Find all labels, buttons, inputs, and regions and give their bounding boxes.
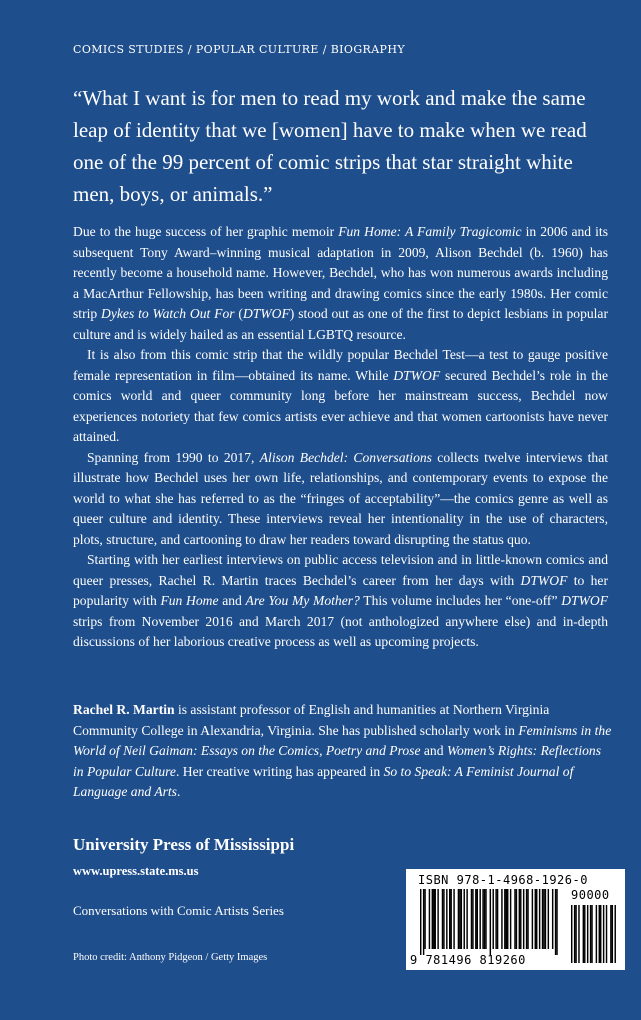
addon-bars-group — [571, 905, 616, 963]
paragraph-3 — [73, 448, 608, 551]
barcode-bar — [420, 889, 421, 955]
photo-credit: Photo credit: Anthony Pidgeon / Getty Images — [73, 952, 268, 963]
barcode-bar — [495, 889, 496, 949]
barcode-bar — [545, 889, 546, 949]
text-run: It is also from this comic strip that the wildly popular Bechdel Test—a test to gauge positive female representation in film—obtained its name. While — [73, 347, 608, 383]
text-run: in 2006 and its subsequent Tony Award–winning musical adaptation in 2009, Alison Bechdel (b. 1960) has recently become a household name. However, Bechdel, who has won numerous awards including a MacArthur Fellowship, has been writing and drawing comics since the early 1980s. Her comic strip — [73, 224, 608, 321]
addon-bar — [610, 905, 611, 963]
barcode-bar — [459, 889, 460, 949]
addon-bar — [603, 905, 604, 963]
barcode-bar — [552, 889, 553, 949]
book-title: Alison Bechdel: Conversations — [259, 449, 432, 465]
addon-bar — [591, 905, 592, 963]
barcode-bar — [458, 889, 459, 949]
barcode-bar — [429, 889, 430, 949]
barcode-bar — [519, 889, 520, 949]
text-run: strips from November 2016 and March 2017 (not anthologized anywhere else) and in-depth discussions of her laborious creative process as well as upcoming projects. — [73, 613, 608, 649]
barcode-bar — [449, 889, 450, 949]
barcode-bar — [516, 889, 517, 949]
barcode-bar — [520, 889, 521, 949]
barcode-bar — [556, 889, 557, 955]
barcode-bar — [453, 889, 454, 949]
author-bio — [73, 700, 613, 803]
barcode-bar — [535, 889, 536, 949]
barcode-bar — [471, 889, 472, 949]
barcode-bar — [504, 889, 505, 949]
barcode-bar — [466, 889, 467, 949]
book-title: Women’s Rights: Reflections in Popular Culture — [73, 743, 601, 779]
barcode-bar — [423, 889, 424, 955]
barcode-bar — [539, 889, 540, 949]
pull-quote: “What I want is for men to read my work and make the same leap of identity that we [women] have to make when we read one of the 99 percent of comic strips that star straight white men, boys, or animals.” — [73, 86, 587, 206]
barcode-bar — [555, 889, 556, 955]
text-run: to her popularity with — [73, 572, 608, 608]
text-run: Starting with her earliest interviews on public access television and in little-known comics and queer presses, Rachel R. Martin traces Bechdel’s career from her days with — [73, 552, 608, 588]
paragraph-4 — [73, 550, 608, 653]
addon-bar — [596, 905, 597, 963]
book-title: Fun Home: A Family Tragicomic — [338, 224, 522, 239]
addon-bar — [575, 905, 576, 963]
addon-bar — [574, 905, 575, 963]
barcode-bar — [514, 889, 515, 949]
author-name: Rachel R. Martin — [73, 702, 175, 717]
ean-digits: 9 781496 819260 — [410, 953, 526, 967]
book-title: Dykes to Watch Out For — [101, 306, 235, 321]
addon-bar — [615, 905, 616, 963]
paragraph-1 — [73, 222, 608, 345]
book-title: Are You My Mother? — [245, 593, 360, 608]
barcode-bar — [501, 889, 502, 949]
barcode-bar — [485, 889, 486, 949]
text-run: is assistant professor of English and humanities at Northern Virginia Community College in Alexandria, Virginia. She has published scholarly work in — [73, 702, 550, 738]
barcode — [406, 869, 625, 970]
barcode-bar — [542, 889, 543, 949]
barcode-bar — [507, 889, 508, 949]
text-run: Spanning from 1990 to 2017, — [87, 449, 260, 465]
barcode-bar — [461, 889, 462, 949]
text-run: ) stood out as one of the first to depict lesbians in popular culture and is widely hailed as an essential LGBTQ resource. — [73, 306, 608, 342]
text-run: secured Bechdel’s role in the comics world and queer community long before her mainstream success, Bechdel now experiences notoriety that few comics artists ever achieve and that women cartoonists have never attained. — [73, 367, 608, 444]
price-code: 90000 — [571, 888, 610, 902]
addon-bar — [606, 905, 607, 963]
addon-bar — [583, 905, 584, 963]
book-title: DTWOF — [393, 367, 441, 383]
barcode-bar — [442, 889, 443, 949]
text-run: Due to the huge success of her graphic memoir — [73, 224, 339, 239]
text-run: and — [218, 593, 246, 608]
publisher-url: www.upress.state.ms.us — [73, 864, 199, 878]
publisher-name: University Press of Mississippi — [73, 835, 295, 854]
barcode-bar — [493, 889, 494, 949]
addon-bar — [578, 905, 579, 963]
book-title: Feminisms in the World of Neil Gaiman: Essays on the Comics, Poetry and Prose — [73, 722, 612, 758]
ean-bars-group — [420, 889, 558, 955]
barcode-bar — [475, 889, 476, 949]
text-run: ( — [234, 306, 243, 321]
series-name: Conversations with Comic Artists Series — [73, 903, 284, 918]
text-run: collects twelve interviews that illustrate how Bechdel uses her own life, relationships, and contemporary events to expose the world to what she has referred to as the “fringes of acceptability”—the comics genre as well as queer culture and identity. These interviews reveal her intentionality in the use of characters, plots, structure, and cartooning to draw her readers toward disrupting the status quo. — [73, 449, 609, 547]
barcode-bar — [506, 889, 507, 949]
barcode-bar — [464, 889, 465, 949]
barcode-bar — [532, 889, 533, 949]
barcode-bar — [446, 889, 447, 949]
barcode-bar — [536, 889, 537, 949]
addon-bar — [612, 905, 613, 963]
barcode-bar — [432, 889, 433, 949]
addon-bar — [571, 905, 572, 963]
barcode-bar — [472, 889, 473, 949]
barcode-bar — [527, 889, 528, 949]
barcode-bar — [548, 889, 549, 949]
barcode-bar — [433, 889, 434, 949]
barcode-bar — [437, 889, 438, 949]
book-title: DTWOF — [520, 572, 568, 588]
addon-bar — [600, 905, 601, 963]
barcode-bar — [543, 889, 544, 949]
barcode-bar — [443, 889, 444, 949]
category-line: COMICS STUDIES / POPULAR CULTURE / BIOGRAPHY — [73, 43, 406, 56]
addon-bar — [584, 905, 585, 963]
barcode-bar — [424, 889, 425, 949]
barcode-bar — [490, 889, 491, 955]
book-title: Fun Home — [160, 593, 219, 608]
book-title: DTWOF — [561, 593, 609, 608]
book-title: So to Speak: A Feminist Journal of Language and Arts — [73, 763, 574, 799]
barcode-bar — [523, 889, 524, 949]
description — [73, 222, 608, 653]
barcode-bar — [510, 889, 511, 949]
barcode-bar — [450, 889, 451, 949]
barcode-bar — [482, 889, 483, 949]
addon-bar — [599, 905, 600, 963]
barcode-bar — [435, 889, 436, 949]
barcode-bar — [484, 889, 485, 949]
addon-bar — [587, 905, 588, 963]
barcode-bar — [477, 889, 478, 949]
addon-bar — [590, 905, 591, 963]
text-run: This volume includes her “one-off” — [359, 593, 562, 608]
barcode-bar — [479, 889, 480, 949]
text-run: and — [420, 743, 447, 758]
barcode-bar — [526, 889, 527, 949]
barcode-bar — [497, 889, 498, 949]
isbn-label: ISBN 978-1-4968-1926-0 — [418, 873, 588, 887]
text-run: . Her creative writing has appeared in — [175, 763, 384, 779]
book-title: DTWOF — [242, 306, 290, 321]
paragraph-2 — [73, 345, 608, 448]
text-run: . — [176, 784, 181, 799]
